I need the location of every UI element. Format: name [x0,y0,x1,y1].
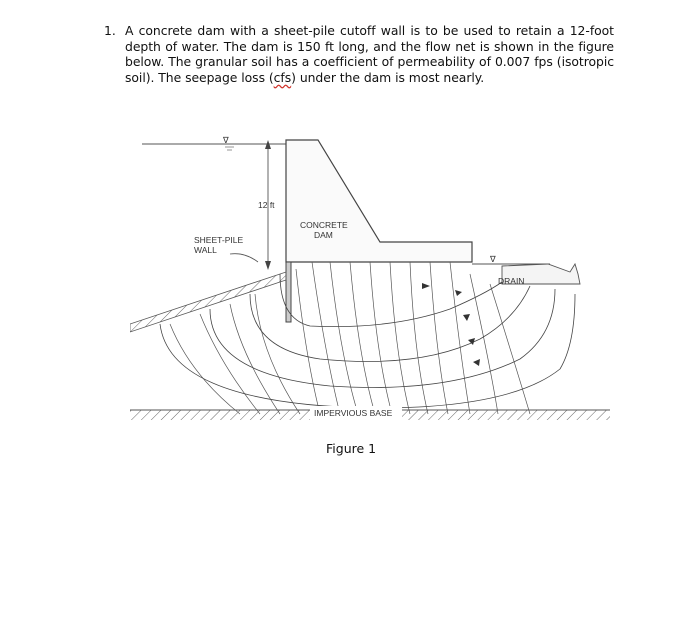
cfs-unit: cfs [273,69,292,85]
equipotential-lines [170,262,530,414]
flow-net-figure [130,124,610,424]
flow-arrows [422,283,480,366]
problem-text-end: ) under the dam is most nearly. [291,69,485,85]
upstream-ground [130,272,286,332]
water-symbol-right: ∇ [490,254,496,264]
figure-caption: Figure 1 [326,441,377,456]
problem-statement [104,23,614,85]
dam-label-line2: DAM [314,230,333,240]
problem-text [125,23,614,85]
problem-text-main: A concrete dam with a sheet-pile cutoff wall is to be used to retain a 12-foot depth of water. The dam is 150 ft long, and the flow net is shown in the figure below. The granular soil has a coefficient of permeability of 0.007 fps (isotropic soil). The seepage loss ( [125,23,614,85]
drain-label: DRAIN [498,276,525,286]
water-symbol-left: ∇ [223,135,229,145]
impervious-base-label: IMPERVIOUS BASE [314,408,393,418]
concrete-dam [286,140,472,262]
head-label: 12 ft [258,200,275,210]
sheet-pile-label-line2: WALL [194,245,217,255]
problem-number: 1. [104,23,116,38]
sheet-pile-label-line1: SHEET-PILE [194,235,244,245]
flow-net-diagram [130,124,610,424]
dam-label-line1: CONCRETE [300,220,348,230]
